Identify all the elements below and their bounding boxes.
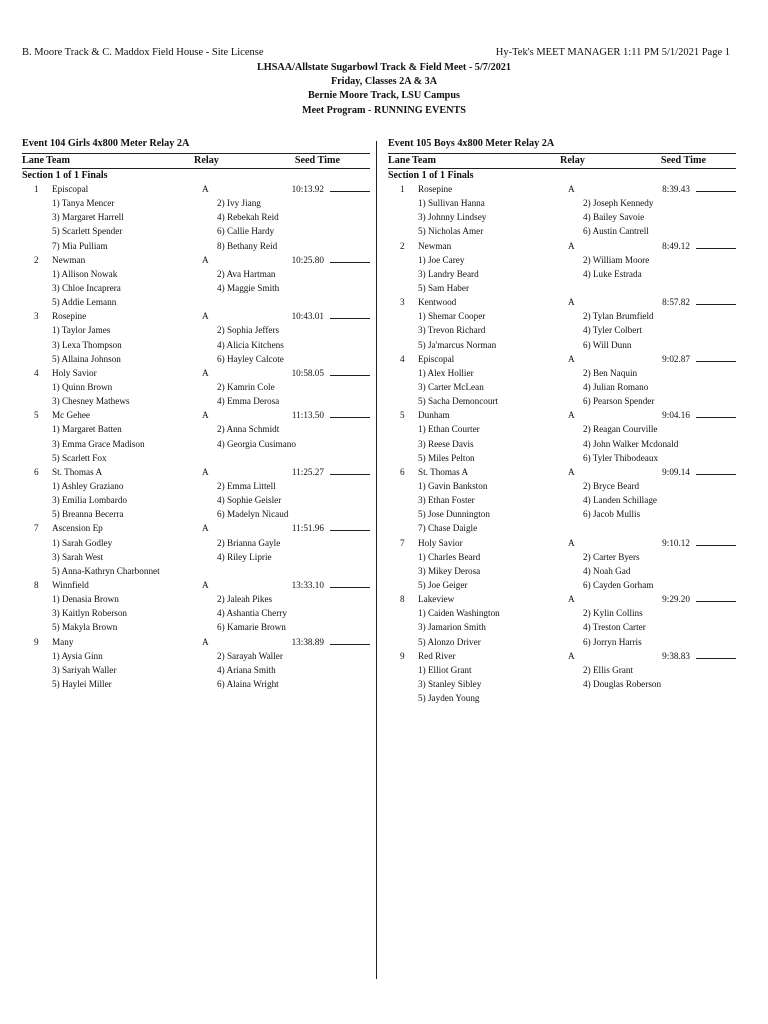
page-header	[22, 47, 730, 61]
team-name: Newman	[418, 240, 452, 251]
athlete-row	[22, 663, 370, 677]
athlete-name: 6) Kamarie Brown	[217, 622, 286, 633]
seed-time: 11:13.50	[291, 410, 324, 421]
team-row	[22, 578, 370, 592]
result-blank-line	[696, 295, 736, 305]
lane-number: 5	[34, 410, 39, 421]
meet-titles	[0, 61, 768, 118]
athlete-name: 2) Ivy Jiang	[217, 198, 261, 209]
seed-time: 8:57.82	[662, 297, 690, 308]
athlete-name: 1) Elliot Grant	[418, 664, 472, 675]
athlete-row	[22, 536, 370, 550]
result-blank-line	[330, 465, 370, 475]
athlete-row	[388, 564, 736, 578]
team-row	[388, 182, 736, 196]
athlete-row	[22, 493, 370, 507]
column-headers	[22, 153, 370, 169]
athlete-name: 7) Mia Pulliam	[52, 240, 108, 251]
team-row	[388, 465, 736, 479]
relay-letter: A	[568, 650, 575, 661]
team-name: Rosepine	[52, 311, 87, 322]
athlete-name: 3) Stanley Sibley	[418, 678, 482, 689]
athlete-name: 5) Haylei Miller	[52, 678, 112, 689]
seed-time: 10:13.92	[291, 184, 324, 194]
athlete-row	[388, 663, 736, 677]
athlete-name: 2) Emma Littell	[217, 480, 276, 491]
athlete-name: 5) Allaina Johnson	[52, 353, 121, 364]
athlete-name: 2) Brianna Gayle	[217, 537, 281, 548]
meet-day-classes: Friday, Classes 2A & 3A	[330, 76, 438, 88]
athlete-name: 3) Jamarion Smith	[418, 622, 486, 633]
relay-header: Relay	[194, 155, 219, 166]
seed-time-header: Seed Time	[294, 155, 340, 166]
athlete-name: 5) Alonzo Driver	[418, 636, 481, 647]
lane-number: 5	[400, 410, 405, 421]
result-blank-line	[696, 536, 736, 546]
event-105-column	[388, 137, 736, 705]
lane-number: 2	[400, 240, 405, 251]
athlete-row	[22, 267, 370, 281]
athlete-name: 4) Bailey Savoie	[583, 212, 645, 223]
lane-number: 8	[400, 594, 405, 605]
team-name: Dunham	[418, 410, 450, 421]
athlete-name: 8) Bethany Reid	[217, 240, 278, 251]
meet-program-type: Meet Program - RUNNING EVENTS	[302, 104, 466, 116]
relay-letter: A	[202, 184, 209, 194]
athlete-name: 7) Chase Daigle	[418, 523, 478, 534]
result-blank-line	[330, 182, 370, 192]
athlete-name: 6) Cayden Gorham	[583, 579, 654, 590]
athlete-name: 4) Treston Carter	[583, 622, 646, 633]
athlete-name: 5) Sacha Demoncourt	[418, 396, 499, 407]
athlete-name: 5) Joe Geiger	[418, 579, 468, 590]
athlete-name: 3) Ethan Foster	[418, 495, 475, 506]
athlete-name: 3) Lexa Thompson	[52, 339, 122, 350]
athlete-name: 1) Ashley Graziano	[52, 480, 124, 491]
athlete-name: 3) Reese Davis	[418, 438, 474, 449]
athlete-row	[22, 437, 370, 451]
team-row	[22, 309, 370, 323]
athlete-row	[388, 677, 736, 691]
athlete-row	[22, 479, 370, 493]
relay-letter: A	[568, 537, 575, 548]
athlete-row	[22, 606, 370, 620]
athlete-name: 2) Sophia Jeffers	[217, 325, 280, 336]
lane-number: 7	[400, 537, 405, 548]
athlete-name: 4) Sophie Geisler	[217, 495, 282, 506]
athlete-row	[388, 437, 736, 451]
athlete-name: 5) Scarlett Fox	[52, 452, 107, 463]
athlete-name: 6) Callie Hardy	[217, 226, 275, 237]
team-row	[22, 366, 370, 380]
seed-time: 10:43.01	[291, 311, 324, 322]
athlete-name: 4) Ariana Smith	[217, 664, 276, 675]
section-label: Section 1 of 1 Finals	[22, 170, 108, 181]
seed-time: 9:02.87	[662, 353, 690, 364]
team-row	[388, 536, 736, 550]
athlete-name: 1) Quinn Brown	[52, 381, 113, 392]
relay-letter: A	[202, 579, 209, 590]
column-headers	[388, 153, 736, 169]
athlete-name: 1) Caiden Washington	[418, 608, 500, 619]
relay-letter: A	[568, 594, 575, 605]
athlete-row	[22, 224, 370, 238]
athlete-row	[388, 691, 736, 705]
team-name: Many	[52, 636, 74, 647]
athlete-name: 4) Tyler Colbert	[583, 325, 642, 336]
athlete-name: 3) Sariyah Waller	[52, 664, 117, 675]
relay-letter: A	[568, 297, 575, 308]
team-row	[388, 295, 736, 309]
athlete-name: 4) Emma Derosa	[217, 396, 280, 407]
lane-number: 6	[400, 466, 405, 477]
site-license-text: B. Moore Track & C. Maddox Field House - Site License	[22, 47, 264, 58]
athlete-name: 4) Georgia Cusimano	[217, 438, 296, 449]
athlete-row	[22, 196, 370, 210]
athlete-row	[22, 649, 370, 663]
seed-time: 11:51.96	[291, 523, 324, 534]
team-row	[388, 239, 736, 253]
seed-time: 11:25.27	[291, 466, 324, 477]
athlete-row	[388, 451, 736, 465]
athlete-name: 3) Trevon Richard	[418, 325, 486, 336]
team-header: Team	[412, 155, 436, 166]
athlete-name: 4) Landen Schillage	[583, 495, 657, 506]
athlete-name: 1) Aysia Ginn	[52, 650, 103, 661]
athlete-row	[388, 507, 736, 521]
athlete-row	[388, 635, 736, 649]
athlete-row	[22, 422, 370, 436]
lane-number: 3	[400, 297, 405, 308]
athlete-name: 3) Chloe Incaprera	[52, 282, 121, 293]
meet-venue: Bernie Moore Track, LSU Campus	[308, 90, 460, 102]
team-name: Mc Gehee	[52, 410, 91, 421]
seed-time: 9:10.12	[662, 537, 690, 548]
relay-letter: A	[568, 466, 575, 477]
seed-time: 10:25.80	[291, 254, 324, 265]
athlete-name: 3) Chesney Mathews	[52, 396, 130, 407]
lane-number: 2	[34, 254, 39, 265]
meet-title: LHSAA/Allstate Sugarbowl Track & Field Meet - 5/7/2021	[256, 62, 511, 73]
team-name: Lakeview	[418, 594, 455, 605]
athlete-row	[22, 239, 370, 253]
athlete-name: 2) Reagan Courville	[583, 424, 658, 435]
lane-number: 4	[34, 367, 39, 378]
athlete-name: 1) Allison Nowak	[52, 268, 118, 279]
result-blank-line	[330, 309, 370, 319]
athlete-row	[388, 253, 736, 267]
athlete-name: 5) Breanna Becerra	[52, 509, 124, 520]
athlete-name: 5) Miles Pelton	[418, 452, 475, 463]
athlete-name: 1) Joe Carey	[418, 254, 465, 265]
athlete-name: 3) Mikey Derosa	[418, 565, 481, 576]
athlete-row	[22, 394, 370, 408]
athlete-name: 1) Denasia Brown	[52, 594, 119, 605]
athlete-name: 2) Tylan Brumfield	[583, 311, 654, 322]
relay-letter: A	[202, 311, 209, 322]
athlete-name: 6) Madelyn Nicaud	[217, 509, 289, 520]
athlete-name: 5) Addie Lemann	[52, 297, 117, 308]
team-row	[22, 465, 370, 479]
result-blank-line	[696, 352, 736, 362]
relay-header: Relay	[560, 155, 585, 166]
lane-number: 4	[400, 353, 405, 364]
athlete-name: 6) Alaina Wright	[217, 678, 279, 689]
seed-time: 13:38.89	[291, 636, 324, 647]
athlete-name: 1) Shemar Cooper	[418, 311, 486, 322]
seed-time: 9:09.14	[662, 466, 690, 477]
athlete-row	[388, 493, 736, 507]
relay-letter: A	[202, 410, 209, 421]
athlete-row	[22, 295, 370, 309]
athlete-name: 4) Luke Estrada	[583, 268, 642, 279]
athlete-name: 3) Landry Beard	[418, 268, 479, 279]
result-blank-line	[696, 408, 736, 418]
athlete-row	[22, 507, 370, 521]
team-row	[22, 408, 370, 422]
athlete-name: 1) Ethan Courter	[418, 424, 480, 435]
athlete-name: 2) William Moore	[583, 254, 650, 265]
athlete-name: 6) Jacob Mullis	[583, 509, 641, 520]
team-name: Episcopal	[52, 184, 89, 194]
athlete-name: 2) Kamrin Cole	[217, 381, 275, 392]
team-name: Ascension Ep	[52, 523, 103, 534]
relay-letter: A	[202, 636, 209, 647]
athlete-name: 2) Jaleah Pikes	[217, 594, 273, 605]
column-divider	[376, 141, 377, 979]
lane-number: 6	[34, 466, 39, 477]
athlete-name: 6) Tyler Thibodeaux	[583, 452, 659, 463]
athlete-row	[388, 422, 736, 436]
athlete-row	[388, 309, 736, 323]
athlete-name: 5) Anna-Kathryn Charbonnet	[52, 565, 160, 576]
result-blank-line	[696, 182, 736, 192]
athlete-name: 6) Hayley Calcote	[217, 353, 284, 364]
athlete-name: 1) Tanya Mencer	[52, 198, 115, 209]
athlete-name: 4) Julian Romano	[583, 381, 649, 392]
section-label: Section 1 of 1 Finals	[388, 170, 474, 181]
athlete-name: 5) Sam Haber	[418, 282, 470, 293]
athlete-name: 5) Scarlett Spender	[52, 226, 123, 237]
athlete-name: 4) Alicia Kitchens	[217, 339, 284, 350]
athlete-row	[22, 323, 370, 337]
athlete-name: 6) Will Dunn	[583, 339, 632, 350]
athlete-name: 4) John Walker Mcdonald	[583, 438, 679, 449]
athlete-row	[22, 564, 370, 578]
result-blank-line	[696, 239, 736, 249]
athlete-row	[388, 521, 736, 535]
athlete-row	[388, 394, 736, 408]
athlete-row	[22, 380, 370, 394]
athlete-row	[22, 677, 370, 691]
seed-time: 9:38.83	[662, 650, 690, 661]
seed-time: 9:29.20	[662, 594, 690, 605]
athlete-name: 2) Ben Naquin	[583, 367, 638, 378]
athlete-name: 1) Gavin Bankston	[418, 480, 488, 491]
athlete-name: 3) Johnny Lindsey	[418, 212, 487, 223]
athlete-row	[388, 196, 736, 210]
software-timestamp-page: Hy-Tek's MEET MANAGER 1:11 PM 5/1/2021 Page 1	[495, 47, 730, 58]
athlete-row	[388, 210, 736, 224]
athlete-name: 6) Austin Cantrell	[583, 226, 649, 237]
team-name: Rosepine	[418, 184, 453, 194]
lane-number: 1	[400, 184, 405, 194]
athlete-row	[22, 550, 370, 564]
relay-letter: A	[202, 466, 209, 477]
athlete-name: 2) Sarayah Waller	[217, 650, 283, 661]
athlete-name: 5) Jayden Young	[418, 693, 480, 704]
lane-number: 9	[34, 636, 39, 647]
athlete-name: 4) Riley Liprie	[217, 551, 272, 562]
relay-letter: A	[568, 240, 575, 251]
athlete-name: 2) Anna Schmidt	[217, 424, 280, 435]
team-name: Holy Savior	[52, 367, 97, 378]
team-name: Kentwood	[418, 297, 457, 308]
team-row	[388, 352, 736, 366]
relay-letter: A	[202, 254, 209, 265]
athlete-name: 5) Nicholas Amer	[418, 226, 484, 237]
athlete-name: 5) Jose Dunnington	[418, 509, 490, 520]
athlete-name: 4) Ashantia Cherry	[217, 608, 287, 619]
athlete-name: 5) Ja'marcus Norman	[418, 339, 497, 350]
athlete-name: 4) Maggie Smith	[217, 282, 280, 293]
athlete-name: 1) Taylor James	[52, 325, 111, 336]
team-row	[388, 408, 736, 422]
team-name: Red River	[418, 650, 456, 661]
athlete-row	[388, 338, 736, 352]
seed-time: 13:33.10	[291, 579, 324, 590]
team-header: Team	[46, 155, 70, 166]
event-title: Event 104 Girls 4x800 Meter Relay 2A	[22, 138, 190, 149]
athlete-name: 4) Douglas Roberson	[583, 678, 662, 689]
team-row	[22, 182, 370, 196]
team-name: Episcopal	[418, 353, 455, 364]
result-blank-line	[330, 521, 370, 531]
athlete-name: 3) Margaret Harrell	[52, 212, 124, 223]
athlete-name: 1) Alex Hollier	[418, 367, 474, 378]
athlete-name: 1) Sullivan Hanna	[418, 198, 485, 209]
athlete-row	[388, 479, 736, 493]
athlete-row	[22, 451, 370, 465]
athlete-row	[388, 550, 736, 564]
athlete-name: 4) Noah Gad	[583, 565, 631, 576]
athlete-row	[388, 366, 736, 380]
team-row	[22, 635, 370, 649]
seed-time: 9:04.16	[662, 410, 690, 421]
athlete-row	[22, 352, 370, 366]
relay-letter: A	[202, 367, 209, 378]
athlete-name: 3) Sarah West	[52, 551, 104, 562]
team-row	[388, 592, 736, 606]
athlete-name: 3) Emma Grace Madison	[52, 438, 145, 449]
athlete-name: 2) Bryce Beard	[583, 480, 640, 491]
result-blank-line	[330, 408, 370, 418]
lane-header: Lane	[388, 155, 411, 166]
athlete-row	[388, 578, 736, 592]
athlete-row	[22, 620, 370, 634]
athlete-name: 6) Pearson Spender	[583, 396, 655, 407]
athlete-row	[22, 281, 370, 295]
athlete-row	[388, 267, 736, 281]
athlete-name: 6) Jorryn Harris	[583, 636, 642, 647]
athlete-name: 3) Carter McLean	[418, 381, 484, 392]
team-name: Holy Savior	[418, 537, 463, 548]
team-name: St. Thomas A	[418, 466, 469, 477]
athlete-row	[388, 281, 736, 295]
result-blank-line	[330, 578, 370, 588]
athlete-row	[388, 224, 736, 238]
result-blank-line	[330, 635, 370, 645]
athlete-row	[388, 323, 736, 337]
seed-time: 8:49.12	[662, 240, 690, 251]
lane-number: 8	[34, 579, 39, 590]
athlete-name: 2) Carter Byers	[583, 551, 640, 562]
result-blank-line	[330, 253, 370, 263]
athlete-name: 4) Rebekah Reid	[217, 212, 279, 223]
lane-number: 7	[34, 523, 39, 534]
seed-time: 8:39.43	[662, 184, 690, 194]
athlete-row	[22, 592, 370, 606]
athlete-name: 2) Ellis Grant	[583, 664, 634, 675]
team-name: Winnfield	[52, 579, 89, 590]
athlete-row	[388, 606, 736, 620]
lane-number: 1	[34, 184, 39, 194]
athlete-name: 1) Charles Beard	[418, 551, 481, 562]
relay-letter: A	[568, 410, 575, 421]
athlete-name: 3) Kaitlyn Roberson	[52, 608, 128, 619]
result-blank-line	[330, 366, 370, 376]
event-title: Event 105 Boys 4x800 Meter Relay 2A	[388, 138, 555, 149]
relay-letter: A	[568, 353, 575, 364]
team-name: Newman	[52, 254, 86, 265]
event-104-column	[22, 137, 370, 691]
team-row	[388, 649, 736, 663]
athlete-name: 5) Makyla Brown	[52, 622, 118, 633]
athlete-name: 2) Kylin Collins	[583, 608, 643, 619]
athlete-name: 3) Emilia Lombardo	[52, 495, 128, 506]
team-name: St. Thomas A	[52, 466, 103, 477]
athlete-name: 1) Sarah Godley	[52, 537, 113, 548]
athlete-row	[388, 380, 736, 394]
result-blank-line	[696, 649, 736, 659]
team-row	[22, 521, 370, 535]
lane-number: 9	[400, 650, 405, 661]
seed-time: 10:58.05	[291, 367, 324, 378]
athlete-name: 2) Joseph Kennedy	[583, 198, 654, 209]
seed-time-header: Seed Time	[660, 155, 706, 166]
athlete-row	[388, 620, 736, 634]
relay-letter: A	[202, 523, 209, 534]
athlete-name: 1) Margaret Batten	[52, 424, 122, 435]
lane-header: Lane	[22, 155, 45, 166]
athlete-row	[22, 338, 370, 352]
team-row	[22, 253, 370, 267]
result-blank-line	[696, 592, 736, 602]
result-blank-line	[696, 465, 736, 475]
athlete-name: 2) Ava Hartman	[217, 268, 276, 279]
athlete-row	[22, 210, 370, 224]
relay-letter: A	[568, 184, 575, 194]
lane-number: 3	[34, 311, 39, 322]
